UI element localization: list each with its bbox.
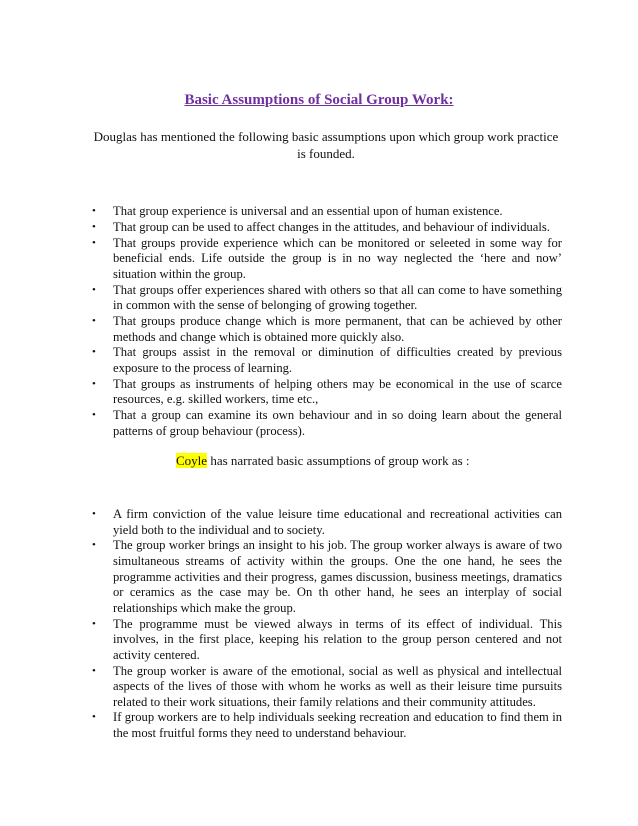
list-item <box>92 710 562 741</box>
bullet-icon: • <box>92 314 96 327</box>
highlighted-name: Coyle <box>176 453 208 468</box>
bullet-icon: • <box>92 508 96 520</box>
list-item-text: That group experience is universal and an essential upon of human existence. <box>113 204 503 218</box>
bullet-icon: • <box>92 409 96 422</box>
list-item <box>92 377 562 408</box>
bullet-icon: • <box>92 617 96 630</box>
list-item <box>92 507 562 538</box>
list-item-text: The programme must be viewed always in terms of its effect of individual. This involves, in the first place, keeping his relation to the group person centered and not activity centered. <box>113 616 562 662</box>
page-title: Basic Assumptions of Social Group Work: <box>184 92 454 108</box>
intro-paragraph: Douglas has mentioned the following basic assumptions upon which group work practice is founded. <box>93 129 559 161</box>
list-item-text: The group worker brings an insight to his job. The group worker always is aware of two simultaneous streams of activity within the groups. One the one hand, he sees the programme activities and their progress, games discussion, business meetings, dramatics or ceramics as the case may be. On th other hand, he sees an interplay of social relationships which make the group. <box>113 538 562 615</box>
coyle-intro-text: has narrated basic assumptions of group work as : <box>207 453 470 468</box>
douglas-assumptions-list <box>92 204 562 439</box>
list-item <box>92 345 562 376</box>
list-item-text: That groups as instruments of helping others may be economical in the use of scarce resources, e.g. skilled workers, time etc., <box>113 376 562 407</box>
bullet-icon: • <box>92 664 96 677</box>
list-item <box>92 204 562 220</box>
bullet-icon: • <box>92 236 96 249</box>
bullet-icon: • <box>92 346 96 359</box>
list-item <box>92 314 562 345</box>
list-item-text: The group worker is aware of the emotional, social as well as physical and intellectual aspects of the lives of those with whom he works as well as their leisure time pursuits related to their work situations, their family relations and their community attitudes. <box>113 663 562 709</box>
list-item <box>92 408 562 439</box>
list-item-text: That group can be used to affect changes in the attitudes, and behaviour of individuals. <box>113 219 550 234</box>
coyle-intro <box>176 452 470 469</box>
list-item-text: A firm conviction of the value leisure time educational and recreational activities can yield both to the individual and to society. <box>113 507 562 537</box>
list-item-text: That a group can examine its own behaviour and in so doing learn about the general patterns of group behaviour (process). <box>113 408 562 438</box>
list-item <box>92 538 562 616</box>
list-item <box>92 236 562 283</box>
list-item-text: That groups assist in the removal or diminution of difficulties created by previous exposure to the process of learning. <box>113 345 562 375</box>
bullet-icon: • <box>92 539 96 552</box>
bullet-icon: • <box>92 205 96 217</box>
list-item <box>92 220 562 236</box>
bullet-icon: • <box>92 283 96 296</box>
list-item-text: That groups provide experience which can be monitored or seleeted in some way for beneficial ends. Life outside the group is in no way neglected the ‘here and now’ situation within the group. <box>113 235 562 281</box>
bullet-icon: • <box>92 377 96 390</box>
bullet-icon: • <box>92 711 96 724</box>
list-item <box>92 664 562 711</box>
coyle-assumptions-list <box>92 507 562 742</box>
list-item <box>92 283 562 314</box>
bullet-icon: • <box>92 220 96 233</box>
list-item-text: That groups offer experiences shared with others so that all can come to have something in common with the sense of belonging of growing together. <box>113 282 562 313</box>
list-item-text: If group workers are to help individuals seeking recreation and education to find them in the most fruitful forms they need to understand behaviour. <box>113 710 562 741</box>
list-item-text: That groups produce change which is more permanent, that can be achieved by other methods and change which is obtained more quickly also. <box>113 313 562 344</box>
list-item <box>92 617 562 664</box>
